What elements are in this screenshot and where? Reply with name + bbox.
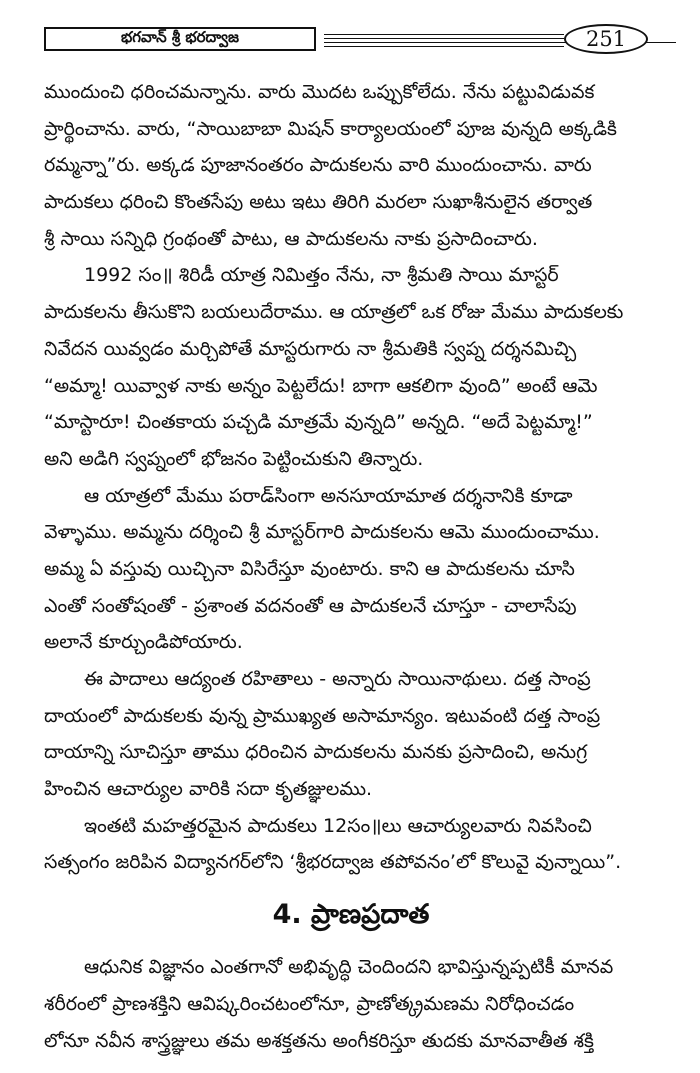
text-line: ఆధునిక విజ్ఞానం ఎంతగానో అభివృద్ధి చెందిందని భావిస్తున్నప్పటికీ మానవ — [84, 956, 614, 979]
text-line: ఎంతో సంతోషంతో - ప్రశాంత వదనంతో ఆ పాదుకలనే చూస్తూ - చాలాసేపు — [44, 594, 577, 617]
text-line: శరీరంలో ప్రాణశక్తిని ఆవిష్కరించటంలోనూ, ప్రాణోత్క్రమణమ నిరోధించడం — [44, 992, 575, 1015]
text-line: దాయంలో పాదుకలకు వున్న ప్రాముఖ్యత అసామాన్యం. ఇటువంటి దత్త సాంప్ర — [44, 704, 601, 727]
section-heading: 4. ప్రాణప్రదాత — [272, 899, 430, 931]
text-line: “అమ్మా! యివ్వాళ నాకు అన్నం పెట్టలేదు! బాగా ఆకలిగా వుంది” అంటే ఆమె — [44, 374, 598, 397]
body-text — [44, 74, 658, 1059]
text-line: ప్రార్థించాను. వారు, “సాయిబాబా మిషన్ కార్యాలయంలో పూజ వున్నది అక్కడికి — [44, 117, 617, 140]
running-header — [44, 24, 676, 56]
header-rule — [324, 38, 564, 39]
text-line: అమ్మ ఏ వస్తువు యిచ్చినా విసిరేస్తూ వుంటారు. కాని ఆ పాదుకలను చూసి — [44, 557, 575, 580]
text-line: ఈ పాదాలు ఆద్యంత రహితాలు - అన్నారు సాయినాథులు. దత్త సాంప్ర — [84, 668, 591, 690]
text-line: దాయాన్ని సూచిస్తూ తాము ధరించిన పాదుకలను మనకు ప్రసాదించి, అనుగ్ర — [44, 741, 588, 764]
header-rule — [324, 34, 564, 35]
text-line: 1992 సం॥ శిరిడీ యాత్ర నిమిత్తం నేను, నా శ్రీమతి సాయి మాస్టర్ — [84, 264, 559, 287]
text-line: పాదుకలను తీసుకొని బయలుదేరాము. ఆ యాత్రలో ఒక రోజు మేము పాదుకలకు — [44, 301, 624, 324]
text-line: “మాస్టారూ! చింతకాయ పచ్చడి మాత్రమే వున్నది” అన్నది. “అదే పెట్టమ్మా!” — [44, 411, 593, 434]
text-line: రమ్మన్నా”రు. అక్కడ పూజానంతరం పాదుకలను వారి ముందుంచాను. వారు — [44, 154, 592, 177]
header-rule — [324, 46, 564, 47]
text-line: లోనూ నవీన శాస్త్రజ్ఞులు తమ అశక్తతను అంగీకరిస్తూ తుదకు మానవాతీత శక్తి — [44, 1029, 594, 1052]
page-number: 251 — [564, 24, 648, 54]
text-line: పాదుకలు ధరించి కొంతసేపు అటు ఇటు తిరిగి మరలా సుఖాశీనులైన తర్వాత — [44, 191, 593, 214]
running-title: భగవాన్ శ్రీ భరద్వాజ — [44, 27, 316, 51]
text-line: హించిన ఆచార్యుల వారికి సదా కృతజ్ఞులము. — [44, 778, 373, 801]
text-line: ఇంతటి మహత్తరమైన పాదుకలు 12సం॥లు ఆచార్యులవారు నివసించి — [84, 814, 592, 837]
text-line: నివేదన యివ్వడం మర్చిపోతే మాస్టరుగారు నా శ్రీమతికి స్వప్న దర్శనమిచ్చి — [44, 337, 577, 360]
text-line: ముందుంచి ధరించమన్నాను. వారు మొదట ఒప్పుకోలేదు. నేను పట్టువిడువక — [44, 81, 595, 103]
text-line: శ్రీ సాయి సన్నిధి గ్రంథంతో పాటు, ఆ పాదుకలను నాకు ప్రసాదించారు. — [44, 227, 538, 250]
text-line: అని అడిగి స్వప్నంలో భోజనం పెట్టించుకుని తిన్నారు. — [44, 447, 424, 470]
text-line: ఆ యాత్రలో మేము పరాడ్‌సింగా అనసూయామాత దర్శనానికి కూడా — [84, 484, 573, 507]
text-line: వెళ్ళాము. అమ్మను దర్శించి శ్రీ మాస్టర్‌గారి పాదుకలను ఆమె ముందుంచాము. — [44, 521, 600, 544]
text-line: అలానే కూర్చుండిపోయారు. — [44, 631, 243, 654]
text-line: సత్సంగం జరిపిన విద్యానగర్‌లోని ‘శ్రీభరద్వాజ తపోవనం’లో కొలువై వున్నాయి”. — [44, 851, 622, 874]
